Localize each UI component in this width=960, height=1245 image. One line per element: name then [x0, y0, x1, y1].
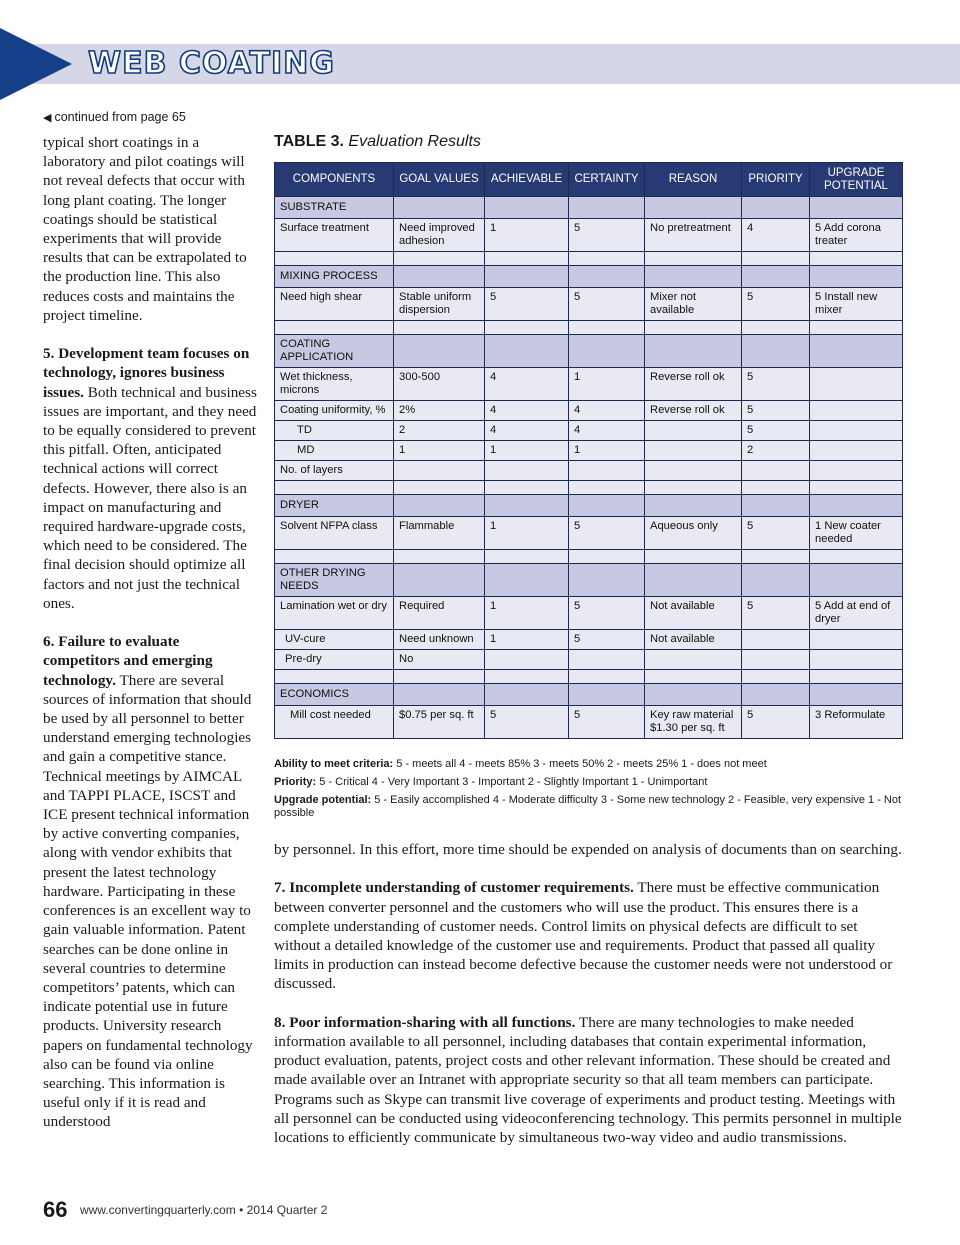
- empty-cell: [275, 321, 394, 335]
- section-row: [275, 266, 903, 288]
- table-cell: ECONOMICS: [275, 684, 394, 706]
- table-cell: [569, 335, 645, 368]
- legend-text: 5 - Critical 4 - Very Important 3 - Important 2 - Slightly Important 1 - Unimportant: [316, 776, 708, 788]
- table-cell: 4: [569, 421, 645, 441]
- table-row: [275, 288, 903, 321]
- table-cell: 4: [485, 368, 569, 401]
- table-cell: 5 Add corona treater: [810, 219, 903, 252]
- table-cell: 5 Install new mixer: [810, 288, 903, 321]
- paragraph: [274, 1013, 904, 1147]
- paragraph-body: There are many technologies to make needed information available to all personnel, including databases that contain experimental information, product evaluation, patents, project costs and other relevant information. These should be created and made available over an Intranet with appropriate security so that all team members can participate. Programs such as Skype can transmit live coverage of experiments and product testing. Meetings with all personnel can be conducted using videoconferencing technology. This permits personnel in multiple locations to efficiently communicate by simultaneous two-way video and audio transmissions.: [274, 1013, 902, 1147]
- empty-cell: [645, 321, 742, 335]
- table-cell: [569, 495, 645, 517]
- table-row: [275, 401, 903, 421]
- empty-cell: [394, 321, 485, 335]
- table-cell: 5 Add at end of dryer: [810, 597, 903, 630]
- table-cell: Not available: [645, 630, 742, 650]
- table-caption-title: Evaluation Results: [348, 133, 481, 150]
- table-cell: Mill cost needed: [275, 706, 394, 739]
- table-cell: 2: [742, 441, 810, 461]
- table-cell: $0.75 per sq. ft: [394, 706, 485, 739]
- empty-cell: [485, 321, 569, 335]
- column-header: REASON: [645, 163, 742, 197]
- table-cell: 5: [569, 597, 645, 630]
- table-cell: 4: [485, 421, 569, 441]
- table-cell: [810, 401, 903, 421]
- paragraph: [274, 878, 904, 993]
- section-row: [275, 495, 903, 517]
- table-row: [275, 368, 903, 401]
- table-cell: 5: [569, 706, 645, 739]
- table-row: [275, 650, 903, 670]
- table-cell: 1: [485, 597, 569, 630]
- empty-cell: [275, 670, 394, 684]
- table-cell: 1: [485, 517, 569, 550]
- table-cell: No. of layers: [275, 461, 394, 481]
- table-cell: COATING APPLICATION: [275, 335, 394, 368]
- table-cell: [810, 495, 903, 517]
- table-cell: Coating uniformity, %: [275, 401, 394, 421]
- table-cell: [569, 684, 645, 706]
- section-row: [275, 564, 903, 597]
- empty-cell: [742, 252, 810, 266]
- table-row: [275, 219, 903, 252]
- table-row: [275, 461, 903, 481]
- table-cell: 1: [569, 441, 645, 461]
- table-cell: [485, 564, 569, 597]
- table-cell: [394, 684, 485, 706]
- paragraph-heading: 5. Development team focuses on technology, ignores business issues.: [43, 345, 250, 401]
- table-cell: Not available: [645, 597, 742, 630]
- table-cell: 5: [485, 288, 569, 321]
- table-cell: Solvent NFPA class: [275, 517, 394, 550]
- table-cell: [645, 197, 742, 219]
- table-cell: [810, 564, 903, 597]
- column-header: COMPONENTS: [275, 163, 394, 197]
- table-legend: [274, 758, 904, 825]
- legend-upgrade: [274, 794, 904, 820]
- header-triangle-icon: [0, 28, 72, 100]
- empty-cell: [810, 252, 903, 266]
- section-row: [275, 197, 903, 219]
- table-cell: [742, 197, 810, 219]
- table-cell: [742, 684, 810, 706]
- table-row: [275, 706, 903, 739]
- table-cell: [810, 266, 903, 288]
- table-cell: UV-cure: [275, 630, 394, 650]
- table-cell: [645, 266, 742, 288]
- legend-label: Priority:: [274, 776, 317, 788]
- table-cell: 2%: [394, 401, 485, 421]
- table-cell: [394, 461, 485, 481]
- table-cell: 5: [742, 421, 810, 441]
- empty-cell: [810, 481, 903, 495]
- continued-note: [43, 110, 186, 124]
- table-cell: 4: [569, 401, 645, 421]
- empty-cell: [275, 550, 394, 564]
- empty-cell: [394, 252, 485, 266]
- empty-cell: [394, 550, 485, 564]
- table-cell: Stable uniform dispersion: [394, 288, 485, 321]
- table-cell: 5: [742, 401, 810, 421]
- empty-cell: [394, 481, 485, 495]
- table-cell: [645, 335, 742, 368]
- table-cell: 300-500: [394, 368, 485, 401]
- table-cell: MD: [275, 441, 394, 461]
- section-row: [275, 684, 903, 706]
- table-cell: [645, 461, 742, 481]
- left-column: [43, 133, 258, 1132]
- table-cell: [810, 461, 903, 481]
- spacer-row: [275, 252, 903, 266]
- table-cell: [569, 564, 645, 597]
- empty-cell: [485, 481, 569, 495]
- footer-site-link[interactable]: www.convertingquarterly.com: [79, 1203, 236, 1217]
- table-cell: 5: [569, 517, 645, 550]
- table-cell: [645, 564, 742, 597]
- table-cell: Pre-dry: [275, 650, 394, 670]
- table-cell: [485, 266, 569, 288]
- table-cell: Key raw material $1.30 per sq. ft: [645, 706, 742, 739]
- table-cell: [742, 461, 810, 481]
- empty-cell: [645, 481, 742, 495]
- empty-cell: [742, 481, 810, 495]
- table-cell: 5: [569, 219, 645, 252]
- table-cell: [742, 650, 810, 670]
- table-cell: [742, 564, 810, 597]
- table-cell: [742, 630, 810, 650]
- footer-separator: •: [239, 1203, 244, 1217]
- table-cell: Need high shear: [275, 288, 394, 321]
- table-cell: [810, 335, 903, 368]
- table-cell: [810, 421, 903, 441]
- table-cell: Need unknown: [394, 630, 485, 650]
- table-cell: OTHER DRYING NEEDS: [275, 564, 394, 597]
- table-cell: 5: [742, 368, 810, 401]
- left-arrow-icon: ◀: [43, 112, 52, 124]
- empty-cell: [742, 321, 810, 335]
- legend-text: 5 - Easily accomplished 4 - Moderate difficulty 3 - Some new technology 2 - Feasible, very expensive 1 - Not possible: [274, 794, 902, 819]
- table-cell: No: [394, 650, 485, 670]
- empty-cell: [485, 670, 569, 684]
- table-cell: 5: [569, 630, 645, 650]
- table-cell: [569, 197, 645, 219]
- table-cell: [394, 197, 485, 219]
- empty-cell: [810, 321, 903, 335]
- table-cell: [810, 197, 903, 219]
- table-cell: 1: [485, 219, 569, 252]
- empty-cell: [569, 481, 645, 495]
- table-cell: Reverse roll ok: [645, 401, 742, 421]
- table-cell: 5: [742, 706, 810, 739]
- table-cell: [645, 684, 742, 706]
- table-cell: [810, 441, 903, 461]
- empty-cell: [742, 670, 810, 684]
- table-cell: [485, 650, 569, 670]
- empty-cell: [275, 252, 394, 266]
- paragraph-heading: 8. Poor information-sharing with all functions.: [274, 1013, 576, 1031]
- table-cell: 5: [569, 288, 645, 321]
- table-cell: [645, 421, 742, 441]
- table-cell: No pretreatment: [645, 219, 742, 252]
- empty-cell: [645, 670, 742, 684]
- empty-cell: [569, 252, 645, 266]
- table-cell: Need improved adhesion: [394, 219, 485, 252]
- paragraph-body: There must be effective communication between converter personnel and the customers who will use the product. This ensures there is a complete understanding of customer needs. Control limits on physical defects are difficult to set without a detailed knowledge of the customer use and requirements. Product that passed all quality limits in production can instead become defective because the customer needs were not understood or discussed.: [274, 879, 893, 993]
- table-cell: [569, 266, 645, 288]
- table-cell: [645, 495, 742, 517]
- table-cell: 2: [394, 421, 485, 441]
- empty-cell: [485, 550, 569, 564]
- table-cell: Mixer not available: [645, 288, 742, 321]
- section-row: [275, 335, 903, 368]
- table-cell: Aqueous only: [645, 517, 742, 550]
- empty-cell: [485, 252, 569, 266]
- spacer-row: [275, 481, 903, 495]
- column-header: ACHIEVABLE: [485, 163, 569, 197]
- table-cell: [569, 461, 645, 481]
- empty-cell: [810, 670, 903, 684]
- table-cell: MIXING PROCESS: [275, 266, 394, 288]
- empty-cell: [645, 252, 742, 266]
- paragraph: by personnel. In this effort, more time should be expended on analysis of documents than on searching.: [274, 841, 902, 858]
- table-row: [275, 630, 903, 650]
- paragraph-body: Both technical and business issues are important, and they need to be equally considered to prevent this pitfall. Often, anticipated technical actions will correct defects. However, there also is an impact on manufacturing and required hardware-upgrade costs, which need to be considered. The final decision should optimize all factors and not just the technical ones.: [43, 383, 257, 612]
- table-cell: [742, 495, 810, 517]
- table-cell: Wet thickness, microns: [275, 368, 394, 401]
- table-cell: Flammable: [394, 517, 485, 550]
- continued-text: continued from page 65: [54, 110, 186, 124]
- empty-cell: [394, 670, 485, 684]
- paragraph: [43, 344, 258, 613]
- table-cell: [810, 368, 903, 401]
- footer-issue: 2014 Quarter 2: [246, 1203, 328, 1217]
- table-row: [275, 517, 903, 550]
- table-cell: TD: [275, 421, 394, 441]
- legend-priority: [274, 776, 904, 789]
- table-cell: [742, 266, 810, 288]
- table-cell: DRYER: [275, 495, 394, 517]
- table-cell: [485, 461, 569, 481]
- table-cell: [645, 441, 742, 461]
- table-cell: 5: [742, 597, 810, 630]
- table-cell: [394, 495, 485, 517]
- legend-label: Ability to meet criteria:: [274, 758, 394, 770]
- spacer-row: [275, 321, 903, 335]
- empty-cell: [810, 550, 903, 564]
- empty-cell: [569, 321, 645, 335]
- table-cell: Lamination wet or dry: [275, 597, 394, 630]
- paragraph-body: There are several sources of information that should be used by all personnel to better understand emerging technologies and gain a competitive stance. Technical meetings by AIMCAL and TAPPI PLACE, ISCST and ICE present technical information by active converting companies, along with vendor exhibits that present the latest technology hardware. Participating in these conferences is an excellent way to gain valuable information. Patent searches can be done online in several countries to determine competitors’ patents, which can indicate potential use in future products. University research papers on fundamental technology also can be found via online searching. This information is useful only if it is read and understood: [43, 671, 253, 1131]
- legend-label: Upgrade potential:: [274, 794, 372, 806]
- table-cell: Surface treatment: [275, 219, 394, 252]
- table-row: [275, 421, 903, 441]
- page-number: 66: [43, 1197, 68, 1222]
- table-cell: 5: [485, 706, 569, 739]
- table-cell: 4: [485, 401, 569, 421]
- table-cell: [645, 650, 742, 670]
- table-cell: Required: [394, 597, 485, 630]
- footer-info: [80, 1203, 327, 1217]
- table-cell: [485, 335, 569, 368]
- paragraph: [43, 632, 258, 1131]
- table-cell: 1 New coater needed: [810, 517, 903, 550]
- empty-cell: [569, 670, 645, 684]
- empty-cell: [645, 550, 742, 564]
- table-cell: [810, 630, 903, 650]
- table-cell: [810, 684, 903, 706]
- table-cell: [485, 495, 569, 517]
- table-caption-number: TABLE 3.: [274, 133, 344, 150]
- table-cell: Reverse roll ok: [645, 368, 742, 401]
- table-cell: 1: [569, 368, 645, 401]
- empty-cell: [569, 550, 645, 564]
- table-cell: 5: [742, 288, 810, 321]
- paragraph: typical short coatings in a laboratory and pilot coatings will not reveal defects that occur with long plant coating. The longer coatings should be statistical experiments that will provide results that can be extrapolated to the production line. This also reduces costs and maintains the project timeline.: [43, 134, 247, 324]
- legend-ability: [274, 758, 904, 771]
- table-cell: SUBSTRATE: [275, 197, 394, 219]
- table-cell: [394, 335, 485, 368]
- table-body: [275, 197, 903, 739]
- spacer-row: [275, 670, 903, 684]
- column-header: PRIORITY: [742, 163, 810, 197]
- table-cell: 4: [742, 219, 810, 252]
- table-cell: [742, 335, 810, 368]
- section-title: WEB COATING: [88, 46, 335, 81]
- table-row: [275, 441, 903, 461]
- column-header: UPGRADE POTENTIAL: [810, 163, 903, 197]
- table-cell: 5: [742, 517, 810, 550]
- table-caption: [274, 133, 481, 151]
- table-cell: 1: [394, 441, 485, 461]
- table-cell: 3 Reformulate: [810, 706, 903, 739]
- table-cell: [569, 650, 645, 670]
- evaluation-table: [274, 162, 903, 739]
- empty-cell: [742, 550, 810, 564]
- right-column: [274, 840, 904, 1147]
- table-cell: [394, 564, 485, 597]
- table-cell: [810, 650, 903, 670]
- column-header: GOAL VALUES: [394, 163, 485, 197]
- legend-text: 5 - meets all 4 - meets 85% 3 - meets 50% 2 - meets 25% 1 - does not meet: [393, 758, 767, 770]
- table-cell: 1: [485, 630, 569, 650]
- spacer-row: [275, 550, 903, 564]
- table-cell: [394, 266, 485, 288]
- empty-cell: [275, 481, 394, 495]
- table-cell: [485, 684, 569, 706]
- table-row: [275, 597, 903, 630]
- paragraph-heading: 7. Incomplete understanding of customer requirements.: [274, 879, 634, 897]
- footer: [43, 1197, 327, 1223]
- table-cell: [485, 197, 569, 219]
- paragraph-heading: 6. Failure to evaluate competitors and emerging technology.: [43, 633, 213, 689]
- table-cell: 1: [485, 441, 569, 461]
- column-header: CERTAINTY: [569, 163, 645, 197]
- table-header-row: [275, 163, 903, 197]
